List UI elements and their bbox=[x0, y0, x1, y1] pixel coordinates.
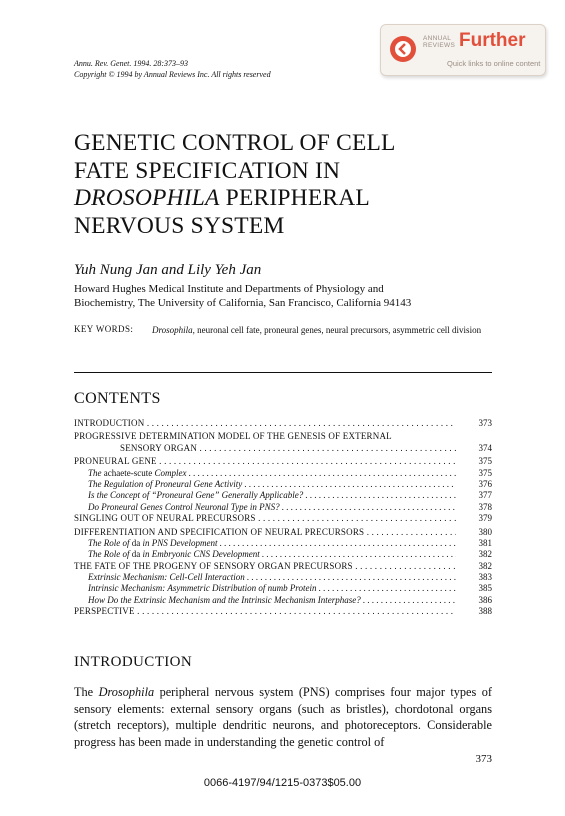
toc-subentry-page: 383 bbox=[478, 572, 492, 583]
toc-entry-title: PERSPECTIVE . . . bbox=[74, 606, 456, 617]
body-pre: The bbox=[74, 685, 99, 699]
toc-subentry-post: in Embryonic CNS Development bbox=[140, 549, 260, 560]
toc-subentry[interactable] bbox=[74, 595, 492, 606]
title-line-3-rest: PERIPHERAL bbox=[219, 185, 370, 211]
title-drosophila: DROSOPHILA bbox=[74, 185, 220, 211]
toc-subentry-title bbox=[88, 549, 456, 560]
introduction-paragraph bbox=[74, 684, 492, 750]
toc-subentry-gene: da bbox=[131, 549, 141, 560]
toc-subentry[interactable] bbox=[74, 572, 492, 583]
badge-annual: ANNUAL bbox=[423, 35, 452, 42]
toc-entry-title: SINGLING OUT OF NEURAL PRECURSORS . . . bbox=[74, 513, 456, 524]
toc-subentry-page: 378 bbox=[478, 501, 492, 512]
section-rule bbox=[74, 372, 492, 373]
toc-subentry[interactable] bbox=[74, 490, 492, 501]
affiliation-line-2: Biochemistry, The University of California, San Francisco, California 94143 bbox=[74, 297, 412, 309]
further-badge[interactable] bbox=[380, 24, 546, 76]
toc-subentry-title: Do Proneural Genes Control Neuronal Type in PNS? . . . bbox=[88, 502, 456, 513]
toc-subentry-page: 377 bbox=[478, 490, 492, 501]
toc-subentry[interactable] bbox=[74, 502, 492, 513]
toc-subentry-pre: The Role of bbox=[88, 549, 132, 560]
copyright-line: Copyright © 1994 by Annual Reviews Inc. All rights reserved bbox=[74, 70, 271, 79]
toc-entry[interactable] bbox=[74, 527, 492, 538]
title-line-2: FATE SPECIFICATION IN bbox=[74, 157, 341, 184]
body-rest: peripheral nervous system (PNS) comprises four major types of sensory elements: external sensory organs (such as bristles), chordotonal organs (stretch receptors), multiple dendritic neurons, and photoreceptors. Considerable progress has been made in understanding the genetic control of bbox=[74, 685, 492, 749]
page-number: 373 bbox=[475, 753, 492, 765]
article-title bbox=[74, 130, 514, 240]
keyword-drosophila: Drosophila, bbox=[152, 325, 195, 335]
toc-subentry-title: Extrinsic Mechanism: Cell-Cell Interaction . . . bbox=[88, 572, 456, 583]
badge-further-label: Further bbox=[459, 30, 526, 51]
body-drosophila: Drosophila bbox=[98, 685, 155, 699]
toc-entry-page: 388 bbox=[478, 606, 492, 617]
affiliation-line-1: Howard Hughes Medical Institute and Departments of Physiology and bbox=[74, 283, 384, 295]
keywords-label: KEY WORDS: bbox=[74, 324, 134, 334]
toc-entry-page: 379 bbox=[478, 513, 492, 524]
affiliation bbox=[74, 282, 514, 310]
toc-subentry[interactable] bbox=[74, 549, 492, 560]
contents-heading: CONTENTS bbox=[74, 390, 161, 407]
further-logo-icon bbox=[389, 35, 417, 63]
toc-entry-title: PRONEURAL GENE . . . bbox=[74, 456, 456, 467]
toc-entry[interactable] bbox=[74, 431, 492, 442]
introduction-heading: INTRODUCTION bbox=[74, 654, 193, 670]
toc-subentry-title: How Do the Extrinsic Mechanism and the Intrinsic Mechanism Interphase? . . . bbox=[88, 595, 456, 606]
toc-entry-page: 380 bbox=[478, 526, 492, 537]
toc-entry-page: 373 bbox=[478, 418, 492, 428]
toc-entry-title: SENSORY ORGAN . . . bbox=[120, 443, 456, 454]
toc-subentry-pre: The Role of bbox=[88, 537, 132, 548]
title-line-1: GENETIC CONTROL OF CELL bbox=[74, 130, 396, 156]
toc-subentry-title bbox=[88, 468, 456, 479]
toc-subentry-page: 385 bbox=[478, 583, 492, 594]
toc-subentry[interactable] bbox=[74, 479, 492, 490]
keywords-rest: neuronal cell fate, proneural genes, neural precursors, asymmetric cell division bbox=[194, 325, 482, 335]
toc-entry[interactable] bbox=[74, 418, 492, 429]
keywords-text bbox=[152, 324, 482, 336]
toc-entry-title: DIFFERENTIATION AND SPECIFICATION OF NEURAL PRECURSORS . . . bbox=[74, 527, 456, 538]
citation bbox=[74, 58, 271, 80]
footer-price-code: 0066-4197/94/1215-0373$05.00 bbox=[203, 777, 362, 789]
toc-subentry-page: 381 bbox=[478, 537, 492, 548]
toc-subentry[interactable] bbox=[74, 583, 492, 594]
authors: Yuh Nung Jan and Lily Yeh Jan bbox=[74, 262, 262, 278]
toc-subentry-page: 386 bbox=[478, 594, 492, 605]
badge-publisher bbox=[423, 35, 455, 49]
toc-entry-title: INTRODUCTION . . . bbox=[74, 418, 456, 429]
title-line-4: NERVOUS SYSTEM bbox=[74, 212, 285, 239]
toc-subentry-title bbox=[88, 538, 456, 549]
toc-entry[interactable] bbox=[74, 606, 492, 617]
toc-entry-page: 375 bbox=[478, 456, 492, 467]
badge-subtitle: Quick links to online content bbox=[447, 59, 541, 68]
toc-entry[interactable] bbox=[74, 456, 492, 467]
toc-subentry-post: Complex bbox=[152, 467, 187, 478]
toc-subentry-title: Is the Concept of “Proneural Gene” Generally Applicable? . . . bbox=[88, 490, 456, 501]
toc-subentry-gene: da bbox=[131, 537, 141, 548]
citation-line: Annu. Rev. Genet. 1994. 28:373–93 bbox=[74, 59, 189, 68]
toc-subentry-page: 375 bbox=[478, 467, 492, 478]
toc-entry[interactable] bbox=[74, 443, 492, 454]
toc-subentry-title: The Regulation of Proneural Gene Activity . . . bbox=[88, 479, 456, 490]
toc-subentry-page: 376 bbox=[478, 478, 492, 489]
title-line-3 bbox=[74, 185, 514, 213]
toc-subentry-post: in PNS Development bbox=[140, 537, 218, 548]
toc-subentry[interactable] bbox=[74, 468, 492, 479]
table-of-contents bbox=[74, 418, 492, 618]
toc-entry-title: PROGRESSIVE DETERMINATION MODEL OF THE GENESIS OF EXTERNAL bbox=[74, 431, 392, 442]
toc-entry[interactable] bbox=[74, 561, 492, 572]
toc-subentry-page: 382 bbox=[478, 549, 492, 560]
toc-subentry-gene: achaete-scute bbox=[103, 467, 153, 478]
toc-subentry-title: Intrinsic Mechanism: Asymmetric Distribution of numb Protein . . . bbox=[88, 583, 456, 594]
toc-entry-title: THE FATE OF THE PROGENY OF SENSORY ORGAN PRECURSORS . . . bbox=[74, 561, 456, 572]
toc-subentry[interactable] bbox=[74, 538, 492, 549]
toc-entry-page: 382 bbox=[478, 560, 492, 571]
toc-entry-page: 374 bbox=[478, 442, 492, 453]
toc-entry[interactable] bbox=[74, 513, 492, 524]
badge-reviews: REVIEWS bbox=[423, 42, 456, 49]
toc-subentry-pre: The bbox=[88, 467, 104, 478]
